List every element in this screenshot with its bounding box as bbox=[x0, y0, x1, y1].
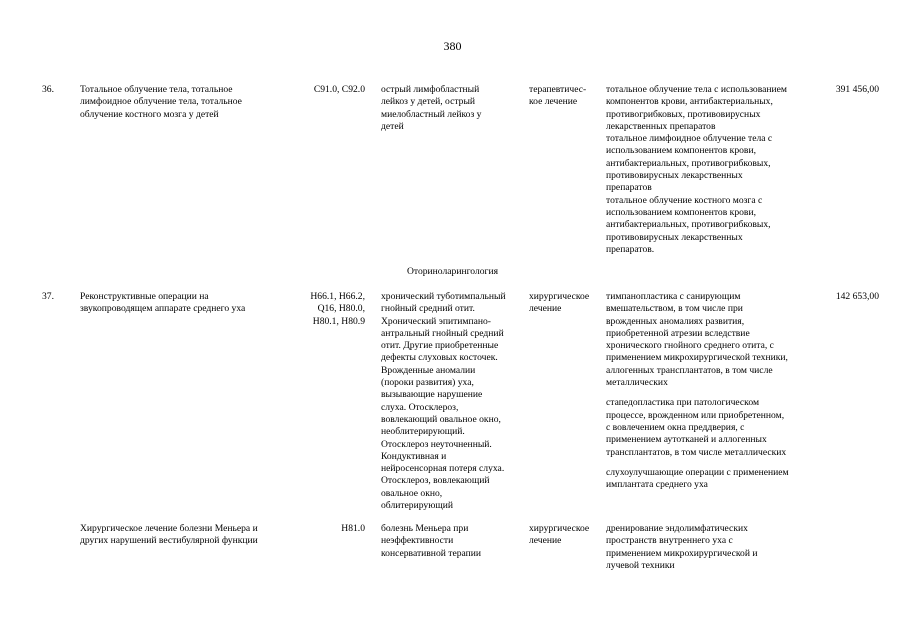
treatment-methods bbox=[606, 523, 758, 572]
name-line: лимфоидное облучение тела, тотальное bbox=[80, 96, 242, 108]
method-line: компонентов крови, антибактериальных, bbox=[606, 96, 773, 108]
model-line: Хронический эпитимпано- bbox=[381, 315, 492, 327]
code-line: Q16, H80.0, bbox=[317, 303, 365, 315]
method-line: использованием компонентов крови, bbox=[606, 145, 756, 157]
method-line: тотальное облучение костного мозга с bbox=[606, 194, 763, 206]
procedure-name bbox=[80, 291, 245, 316]
method-line: дренирование эндолимфатических bbox=[606, 523, 748, 534]
method-line: применением микрохирургической техники, bbox=[606, 352, 788, 364]
model-line: овальное окно, bbox=[381, 487, 443, 499]
method-line: лучевой техники bbox=[606, 559, 675, 571]
procedure-name bbox=[80, 84, 242, 121]
code-line: H66.1, H66.2, bbox=[310, 291, 365, 302]
method-line: врожденных аномалиях развития, bbox=[606, 315, 745, 327]
method-line: антибактериальных, противогрибковых, bbox=[606, 219, 771, 231]
treatment-methods bbox=[606, 291, 789, 491]
icd-codes bbox=[287, 84, 365, 96]
method-line: хронического гнойного среднего отита, с bbox=[606, 340, 774, 352]
model-line: острый лимфобластный bbox=[381, 84, 480, 95]
treatment-line: лечение bbox=[529, 535, 562, 547]
model-line: Отосклероз, вовлекающий bbox=[381, 475, 490, 487]
patient-model bbox=[381, 84, 481, 133]
method-line: процессе, врожденном или приобретенном, bbox=[606, 409, 785, 421]
model-line: отит. Другие приобретенные bbox=[381, 340, 499, 352]
model-line: детей bbox=[381, 120, 404, 132]
model-line: Отосклероз неуточненный. bbox=[381, 438, 492, 450]
model-line: Врожденные аномалии bbox=[381, 364, 476, 376]
method-spacer bbox=[606, 389, 789, 397]
code-line: H81.0 bbox=[341, 523, 365, 534]
model-line: дефекты слуховых косточек. bbox=[381, 352, 498, 364]
model-line: (пороки развития) уха, bbox=[381, 377, 474, 389]
method-line: вмешательством, в том числе при bbox=[606, 303, 743, 315]
row-number: 36. bbox=[42, 84, 54, 95]
name-line: облучение костного мозга у детей bbox=[80, 108, 219, 120]
treatment-type bbox=[529, 84, 586, 109]
name-line: Хирургическое лечение болезни Меньера и bbox=[80, 523, 258, 534]
method-line: препаратов bbox=[606, 182, 652, 194]
treatment-methods bbox=[606, 84, 787, 256]
method-line: тотальное облучение тела с использованием bbox=[606, 84, 787, 95]
treatment-type bbox=[529, 523, 589, 548]
method-line: применением микрохирургической и bbox=[606, 547, 758, 559]
code-line: С91.0, С92.0 bbox=[313, 84, 365, 95]
method-line: стапедопластика при патологическом bbox=[606, 397, 760, 409]
method-line: с вовлечением окна преддверия, с bbox=[606, 421, 745, 433]
method-line: пространств внутреннего уха с bbox=[606, 535, 733, 547]
method-line: слухоулучшающие операции с применением bbox=[606, 466, 789, 478]
treatment-line: хирургическое bbox=[529, 523, 590, 534]
price: 142 653,00 bbox=[835, 291, 879, 302]
icd-codes bbox=[287, 523, 365, 535]
row-number: 37. bbox=[42, 291, 54, 302]
method-spacer bbox=[606, 459, 789, 467]
treatment-line: лечение bbox=[529, 303, 562, 315]
method-line: аллогенных трансплантатов, в том числе bbox=[606, 364, 773, 376]
model-line: антральный гнойный средний bbox=[381, 327, 504, 339]
method-line: противовирусных лекарственных bbox=[606, 170, 743, 182]
name-line: других нарушений вестибулярной функции bbox=[80, 535, 258, 547]
method-line: трансплантатов, в том числе металлических bbox=[606, 446, 787, 458]
name-line: Тотальное облучение тела, тотальное bbox=[80, 84, 233, 95]
code-line: H80.1, H80.9 bbox=[312, 315, 365, 327]
treatment-line: кое лечение bbox=[529, 96, 578, 108]
method-line: применением аутотканей и аллогенных bbox=[606, 434, 767, 446]
method-line: тотальное лимфоидное облучение тела с bbox=[606, 133, 773, 145]
treatment-type bbox=[529, 291, 589, 316]
method-line: противовирусных лекарственных bbox=[606, 231, 743, 243]
model-line: слуха. Отосклероз, bbox=[381, 401, 459, 413]
model-line: болезнь Меньера при bbox=[381, 523, 469, 534]
method-line: использованием компонентов крови, bbox=[606, 206, 756, 218]
price: 391 456,00 bbox=[835, 84, 879, 95]
model-line: неэффективности bbox=[381, 535, 454, 547]
method-line: металлических bbox=[606, 377, 668, 389]
method-line: антибактериальных, противогрибковых, bbox=[606, 157, 771, 169]
model-line: необлитерирующий. bbox=[381, 426, 465, 438]
model-line: нейросенсорная потеря слуха. bbox=[381, 463, 505, 475]
page-number: 380 bbox=[443, 39, 462, 53]
model-line: гнойный средний отит. bbox=[381, 303, 475, 315]
patient-model bbox=[381, 291, 506, 512]
model-line: хронический туботимпальный bbox=[381, 291, 506, 302]
patient-model bbox=[381, 523, 481, 560]
treatment-line: хирургическое bbox=[529, 291, 590, 302]
name-line: звукопроводящем аппарате среднего уха bbox=[80, 303, 246, 315]
method-line: тимпанопластика с санирующим bbox=[606, 291, 741, 302]
model-line: миелобластный лейкоз у bbox=[381, 108, 482, 120]
method-line: противогрибковых, противовирусных bbox=[606, 108, 761, 120]
model-line: Кондуктивная и bbox=[381, 450, 447, 462]
model-line: облитерирующий bbox=[381, 500, 454, 512]
model-line: консервативной терапии bbox=[381, 547, 482, 559]
icd-codes bbox=[287, 291, 365, 328]
method-line: лекарственных препаратов bbox=[606, 120, 716, 132]
method-line: приобретенной атрезии вследствие bbox=[606, 327, 750, 339]
method-line: препаратов. bbox=[606, 243, 655, 255]
model-line: лейкоз у детей, острый bbox=[381, 96, 476, 108]
treatment-line: терапевтичес- bbox=[529, 84, 587, 95]
procedure-name bbox=[80, 523, 258, 548]
section-title: Оториноларингология bbox=[406, 266, 499, 277]
model-line: вызывающие нарушение bbox=[381, 389, 483, 401]
method-line: имплантата среднего уха bbox=[606, 479, 708, 491]
name-line: Реконструктивные операции на bbox=[80, 291, 209, 302]
model-line: вовлекающий овальное окно, bbox=[381, 413, 501, 425]
